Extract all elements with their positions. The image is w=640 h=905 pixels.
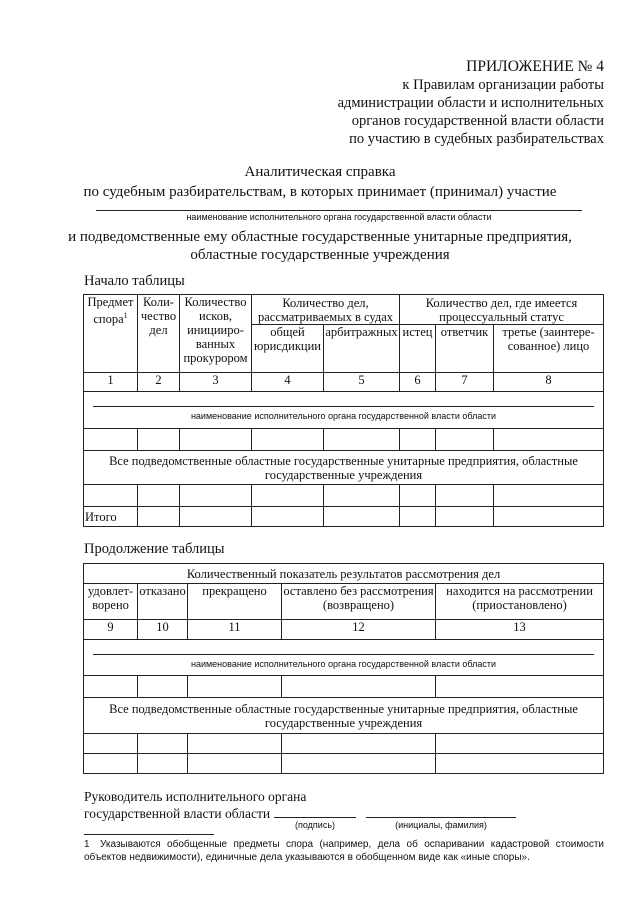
title-line4: областные государственные учреждения [190, 247, 450, 263]
footnote [84, 838, 604, 864]
appendix-line: к Правилам организации работы [402, 77, 604, 93]
table2 [83, 563, 604, 774]
title-line1: Аналитическая справка [244, 164, 396, 180]
header-suits: Количество исков, иницииро-ванных прокурором [180, 295, 252, 373]
name-field-line [366, 817, 516, 818]
table-row [84, 429, 604, 451]
table-row [84, 485, 604, 507]
col-number: 9 [84, 620, 138, 640]
col-number: 10 [138, 620, 188, 640]
col-number: 7 [436, 373, 494, 392]
col-number: 3 [180, 373, 252, 392]
org-caption: наименование исполнительного органа государственной власти области [190, 411, 497, 421]
table-row-numbers [84, 620, 604, 640]
document-title [0, 162, 640, 202]
results-group-header: Количественный показатель результатов рассмотрения дел [84, 564, 604, 584]
header-left-unconsidered: оставлено без рассмотрения (возвращено) [282, 584, 436, 620]
col-number: 5 [324, 373, 400, 392]
signature-line1: Руководитель исполнительного органа [84, 789, 307, 804]
table-row-org-name [84, 392, 604, 429]
table-row-org-name [84, 640, 604, 676]
header-satisfied: удовлет-ворено [84, 584, 138, 620]
footnote-separator [84, 834, 214, 835]
header-courts-group: Количество дел, рассматриваемых в судах [252, 295, 400, 325]
col-number: 1 [84, 373, 138, 392]
signature-line2: государственной власти области [84, 806, 271, 821]
table2-section-label: Продолжение таблицы [84, 541, 225, 557]
appendix-line: администрации области и исполнительных [337, 95, 604, 111]
org-name-line [96, 210, 582, 211]
col-number: 2 [138, 373, 180, 392]
header-refused: отказано [138, 584, 188, 620]
org-name-caption: наименование исполнительного органа государственной власти области [186, 212, 492, 222]
subordinates-label: Все подведомственные областные государственные унитарные предприятия, областные государственные учреждения [84, 698, 604, 734]
table1-section-label: Начало таблицы [84, 273, 185, 289]
table-row [84, 754, 604, 774]
table-row [84, 734, 604, 754]
total-label: Итого [84, 507, 138, 527]
header-terminated: прекращено [188, 584, 282, 620]
header-arbitration: арбитражных [324, 325, 400, 373]
name-caption: (инициалы, фамилия) [395, 820, 487, 830]
signature-block [84, 788, 306, 822]
footnote-text: Указываются обобщенные предметы спора (например, дела об оспаривании кадастровой стоимости объектов недвижимости), единичные дела указываются в обобщенном виде как «иные споры». [84, 839, 604, 863]
col-number: 12 [282, 620, 436, 640]
header-count: Коли-чество дел [138, 295, 180, 373]
table-row-total [84, 507, 604, 527]
col-number: 8 [494, 373, 604, 392]
header-status-group: Количество дел, где имеется процессуальный статус [400, 295, 604, 325]
table-row-subordinates [84, 698, 604, 734]
signature-field-line [274, 817, 356, 818]
table-row-subordinates [84, 451, 604, 485]
header-defendant: ответчик [436, 325, 494, 373]
appendix-header [338, 58, 604, 148]
appendix-line: по участию в судебных разбирательствах [349, 131, 604, 147]
col-number: 11 [188, 620, 282, 640]
title-line3: и подведомственные ему областные государственные унитарные предприятия, [68, 229, 572, 245]
header-general: общей юрисдикции [252, 325, 324, 373]
col-number: 4 [252, 373, 324, 392]
table-row-numbers [84, 373, 604, 392]
header-third-party: третье (заинтере-сованное) лицо [494, 325, 604, 373]
appendix-number: ПРИЛОЖЕНИЕ № 4 [466, 58, 604, 75]
header-under-review: находится на рассмотрении (приостановлено) [436, 584, 604, 620]
col-number: 13 [436, 620, 604, 640]
col-number: 6 [400, 373, 436, 392]
table1 [83, 294, 604, 527]
subordinates-label: Все подведомственные областные государственные унитарные предприятия, областные государственные учреждения [84, 451, 604, 485]
signature-caption: (подпись) [294, 820, 336, 830]
table-row [84, 676, 604, 698]
footnote-mark: 1 [84, 839, 90, 850]
header-subject: Предмет спора$^1$ [84, 295, 138, 373]
org-caption: наименование исполнительного органа государственной власти области [190, 659, 497, 669]
header-plaintiff: истец [400, 325, 436, 373]
title-line2: по судебным разбирательствам, в которых принимает (принимал) участие [83, 184, 557, 200]
appendix-line: органов государственной власти области [351, 113, 604, 129]
